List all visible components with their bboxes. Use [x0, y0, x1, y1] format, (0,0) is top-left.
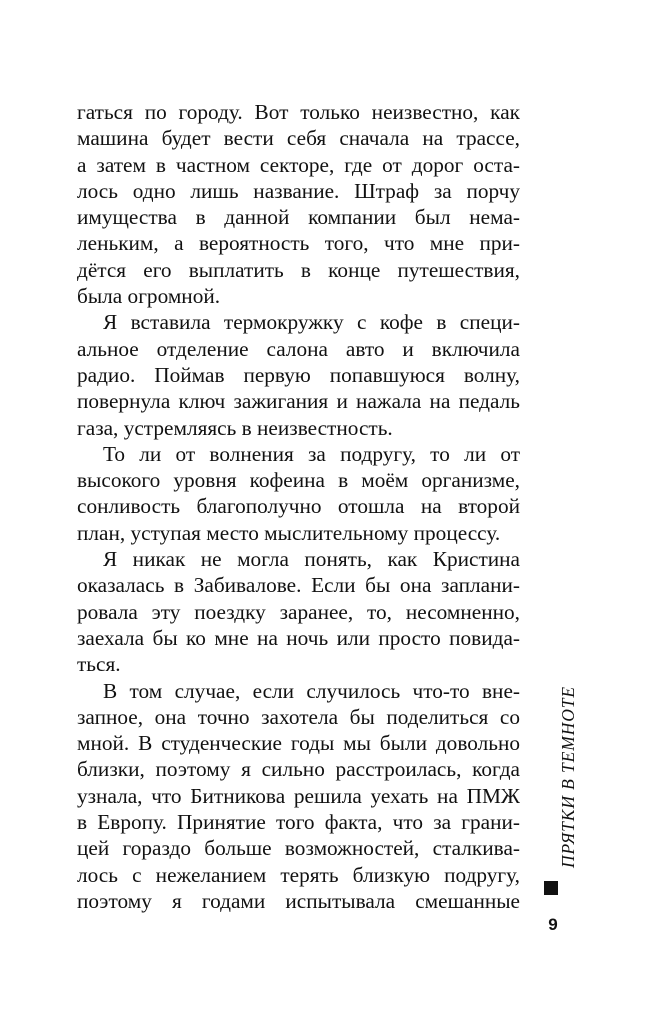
- text-line: То ли от волнения за подругу, то ли от: [103, 441, 520, 466]
- text-line: план, уступая место мыслительному процессу.: [77, 520, 501, 545]
- page-number: 9: [548, 915, 558, 934]
- text-line: цей гораздо больше возможностей, сталкива-: [77, 836, 520, 861]
- text-line: радио. Поймав первую попавшуюся волну,: [77, 362, 520, 387]
- text-line: поэтому я годами испытывала смешанные: [77, 888, 520, 913]
- text-line: лось с нежеланием терять близкую подругу,: [77, 862, 520, 887]
- text-line: имущества в данной компании был нема-: [77, 205, 520, 230]
- text-line: газа, устремляясь в неизвестность.: [77, 415, 393, 440]
- text-line: в Европу. Принятие того факта, что за грани-: [77, 810, 520, 835]
- body-text: [77, 99, 520, 914]
- text-line: оказалась в Забивалове. Если бы она заплани-: [77, 573, 520, 598]
- text-line: была огромной.: [77, 284, 221, 309]
- text-line: мной. В студенческие годы мы были довольно: [77, 731, 520, 756]
- text-line: а затем в частном секторе, где от дорог оста-: [77, 152, 520, 177]
- text-line: сонливость благополучно отошла на второй: [77, 494, 520, 519]
- text-line: альное отделение салона авто и включила: [77, 336, 520, 361]
- running-title: ПРЯТКИ В ТЕМНОТЕ: [558, 686, 578, 868]
- text-line: гаться по городу. Вот только неизвестно, как: [77, 100, 520, 124]
- text-line: запное, она точно захотела бы поделиться со: [77, 704, 520, 729]
- text-line: машина будет вести себя сначала на трассе,: [77, 126, 520, 151]
- text-line: Я никак не могла понять, как Кристина: [103, 547, 520, 572]
- text-line: высокого уровня кофеина в моём организме,: [77, 468, 520, 493]
- text-line: повернула ключ зажигания и нажала на педаль: [77, 389, 520, 414]
- text-line: лось одно лишь название. Штраф за порчу: [77, 178, 520, 203]
- section-marker: [544, 881, 558, 895]
- text-line: дётся его выплатить в конце путешествия,: [77, 257, 520, 282]
- text-line: леньким, а вероятность того, что мне при-: [77, 231, 520, 256]
- text-line: узнала, что Битникова решила уехать на ПМЖ: [77, 783, 520, 808]
- text-line: В том случае, если случилось что-то вне-: [103, 678, 520, 703]
- text-line: Я вставила термокружку с кофе в специ-: [103, 310, 520, 335]
- text-line: близки, поэтому я сильно расстроилась, когда: [77, 757, 520, 782]
- text-line: ровала эту поездку заранее, то, несомненно,: [77, 599, 520, 624]
- text-line: ться.: [77, 652, 121, 677]
- text-line: заехала бы ко мне на ночь или просто повида-: [77, 625, 520, 650]
